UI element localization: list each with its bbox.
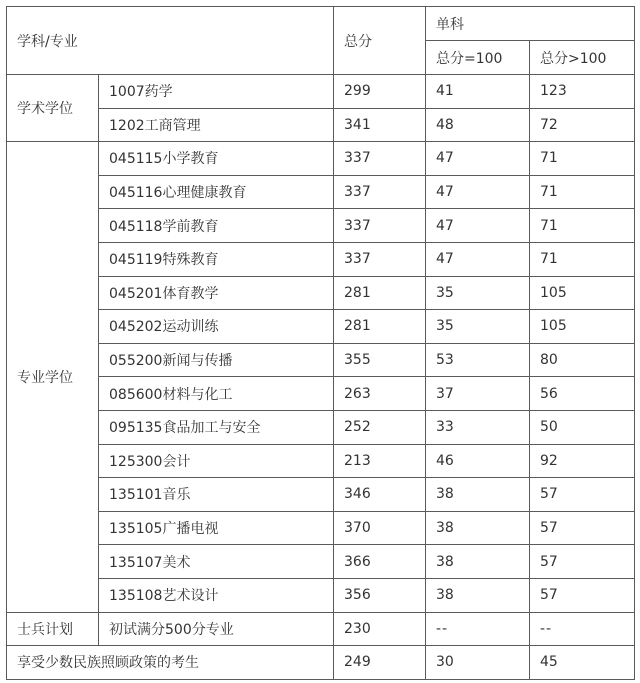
total-score-cell: 263 [334,377,426,411]
table-row [7,444,635,478]
major-cell: 135101音乐 [99,478,334,512]
single-100-cell: 47 [426,242,530,276]
single-gt100-cell: -- [530,612,635,646]
single-100-cell: 48 [426,108,530,142]
table-row-minority [7,646,635,680]
total-score-cell: 230 [334,612,426,646]
single-100-cell: -- [426,612,530,646]
single-gt100-cell: 57 [530,578,635,612]
major-cell: 095135食品加工与安全 [99,410,334,444]
header-total: 总分 [334,7,426,75]
single-100-cell: 47 [426,175,530,209]
table-row [7,511,635,545]
single-100-cell: 38 [426,511,530,545]
table-row [7,578,635,612]
single-100-cell: 47 [426,209,530,243]
single-100-cell: 47 [426,142,530,176]
total-score-cell: 337 [334,175,426,209]
single-gt100-cell: 50 [530,410,635,444]
header-single-gt100: 总分>100 [530,41,635,75]
single-gt100-cell: 45 [530,646,635,680]
total-score-cell: 299 [334,75,426,109]
single-gt100-cell: 80 [530,343,635,377]
table-row [7,310,635,344]
score-table [6,6,635,680]
category-cell: 专业学位 [7,142,99,612]
total-score-cell: 366 [334,545,426,579]
table-row [7,377,635,411]
single-gt100-cell: 71 [530,175,635,209]
table-row [7,478,635,512]
table-row [7,242,635,276]
header-row-1 [7,7,635,41]
table-row [7,108,635,142]
table-row [7,343,635,377]
total-score-cell: 252 [334,410,426,444]
major-cell: 055200新闻与传播 [99,343,334,377]
single-100-cell: 38 [426,545,530,579]
single-100-cell: 37 [426,377,530,411]
single-100-cell: 35 [426,276,530,310]
header-subject: 学科/专业 [7,7,334,75]
total-score-cell: 281 [334,310,426,344]
major-cell: 085600材料与化工 [99,377,334,411]
total-score-cell: 337 [334,209,426,243]
single-gt100-cell: 105 [530,310,635,344]
single-gt100-cell: 71 [530,209,635,243]
total-score-cell: 337 [334,242,426,276]
major-cell: 045116心理健康教育 [99,175,334,209]
major-cell: 125300会计 [99,444,334,478]
major-cell: 135108艺术设计 [99,578,334,612]
table-row-soldier [7,612,635,646]
table-row [7,209,635,243]
single-100-cell: 30 [426,646,530,680]
total-score-cell: 281 [334,276,426,310]
single-gt100-cell: 57 [530,511,635,545]
table-row [7,410,635,444]
single-gt100-cell: 71 [530,242,635,276]
single-100-cell: 35 [426,310,530,344]
single-gt100-cell: 56 [530,377,635,411]
total-score-cell: 370 [334,511,426,545]
table-row [7,142,635,176]
major-cell: 045201体育教学 [99,276,334,310]
major-cell: 初试满分500分专业 [99,612,334,646]
total-score-cell: 337 [334,142,426,176]
major-cell: 135107美术 [99,545,334,579]
single-gt100-cell: 105 [530,276,635,310]
single-100-cell: 53 [426,343,530,377]
total-score-cell: 213 [334,444,426,478]
single-gt100-cell: 92 [530,444,635,478]
major-cell: 045118学前教育 [99,209,334,243]
major-cell: 1007药学 [99,75,334,109]
minority-label-cell: 享受少数民族照顾政策的考生 [7,646,334,680]
total-score-cell: 355 [334,343,426,377]
single-gt100-cell: 71 [530,142,635,176]
single-100-cell: 41 [426,75,530,109]
category-cell: 学术学位 [7,75,99,142]
total-score-cell: 356 [334,578,426,612]
major-cell: 045115小学教育 [99,142,334,176]
single-gt100-cell: 57 [530,545,635,579]
single-gt100-cell: 123 [530,75,635,109]
single-gt100-cell: 72 [530,108,635,142]
total-score-cell: 346 [334,478,426,512]
category-cell: 士兵计划 [7,612,99,646]
header-single-100: 总分=100 [426,41,530,75]
table-row [7,75,635,109]
single-100-cell: 46 [426,444,530,478]
single-100-cell: 38 [426,578,530,612]
single-100-cell: 38 [426,478,530,512]
table-row [7,545,635,579]
single-100-cell: 33 [426,410,530,444]
total-score-cell: 249 [334,646,426,680]
header-single: 单科 [426,7,635,41]
single-gt100-cell: 57 [530,478,635,512]
major-cell: 1202工商管理 [99,108,334,142]
table-row [7,175,635,209]
total-score-cell: 341 [334,108,426,142]
table-row [7,276,635,310]
major-cell: 045119特殊教育 [99,242,334,276]
major-cell: 135105广播电视 [99,511,334,545]
major-cell: 045202运动训练 [99,310,334,344]
